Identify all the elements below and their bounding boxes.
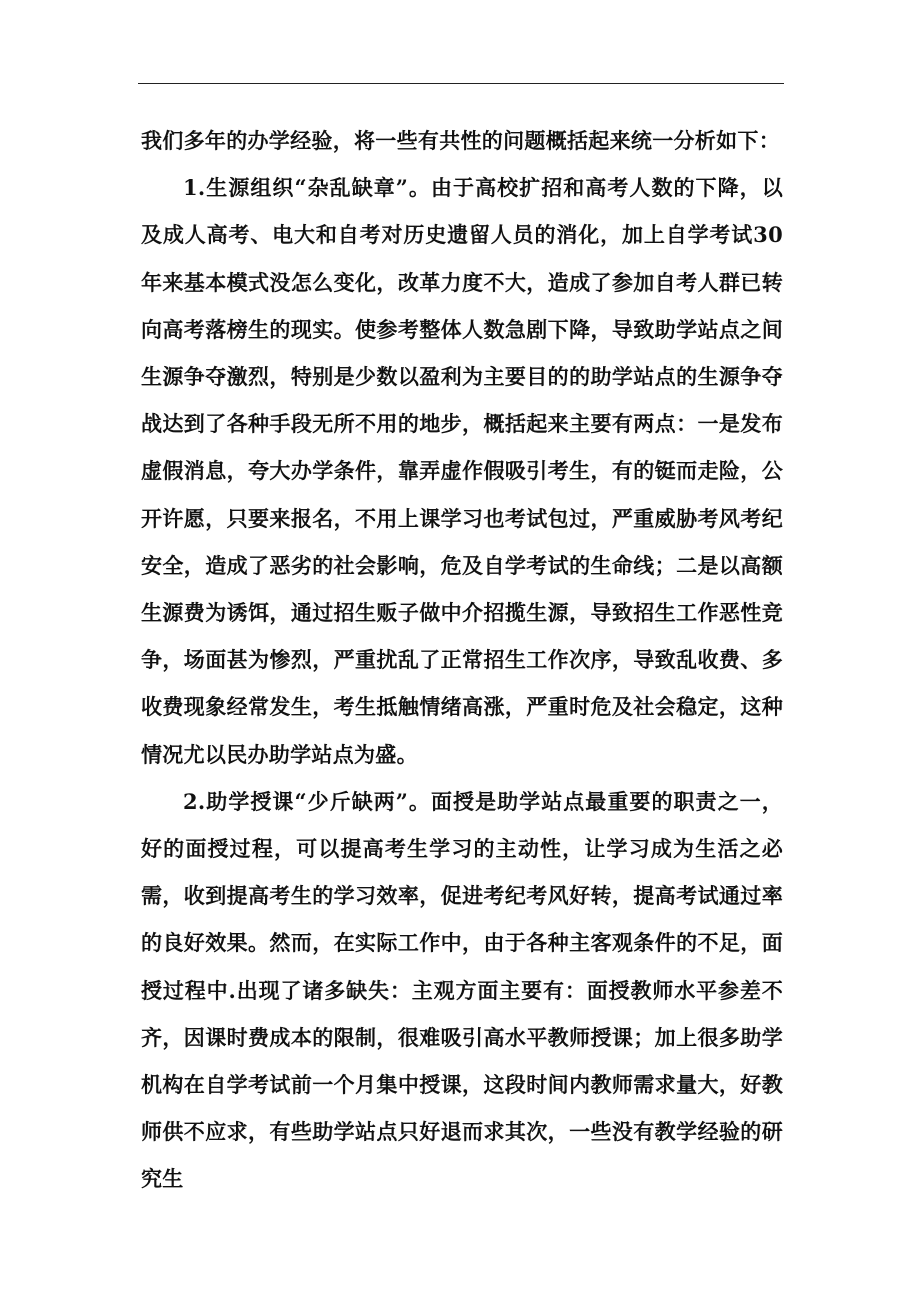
document-body — [141, 117, 783, 1203]
intro-paragraph: 我们多年的办学经验，将一些有共性的问题概括起来统一分析如下： — [141, 128, 780, 153]
header-rule — [138, 83, 784, 84]
section-2-paragraph: 2.助学授课“少斤缺两”。面授是助学站点最重要的职责之一，好的面授过程，可以提高考生学习的主动性，让学习成为生活之必需，收到提高考生的学习效率，促进考纪考风好转，提高考试通过率的良好效果。然而，在实际工作中，由于各种主客观条件的不足，面授过程中.出现了诸多缺失：主观方面主要有：面授教师水平参差不齐，因课时费成本的限制，很难吸引高水平教师授课；加上很多助学机构在自学考试前一个月集中授课，这段时间内教师需求量大，好教师供不应求，有些助学站点只好退而求其次，一些没有教学经验的研究生 — [141, 788, 783, 1192]
section-1-paragraph: 1.生源组织“杂乱缺章”。由于高校扩招和高考人数的下降，以及成人高考、电大和自考对历史遗留人员的消化，加上自学考试30年来基本模式没怎么变化，改革力度不大，造成了参加自考人群已转向高考落榜生的现实。使参考整体人数急剧下降，导致助学站点之间生源争夺激烈，特别是少数以盈利为主要目的的助学站点的生源争夺战达到了各种手段无所不用的地步，概括起来主要有两点：一是发布虚假消息，夸大办学条件，靠弄虚作假吸引考生，有的铤而走险，公开许愿，只要来报名，不用上课学习也考试包过，严重威胁考风考纪安全，造成了恶劣的社会影响，危及自学考试的生命线；二是以高额生源费为诱饵，通过招生贩子做中介招揽生源，导致招生工作恶性竞争，场面甚为惨烈，严重扰乱了正常招生工作次序，导致乱收费、多收费现象经常发生，考生抵触情绪高涨，严重时危及社会稳定，这种情况尤以民办助学站点为盛。 — [141, 175, 783, 767]
